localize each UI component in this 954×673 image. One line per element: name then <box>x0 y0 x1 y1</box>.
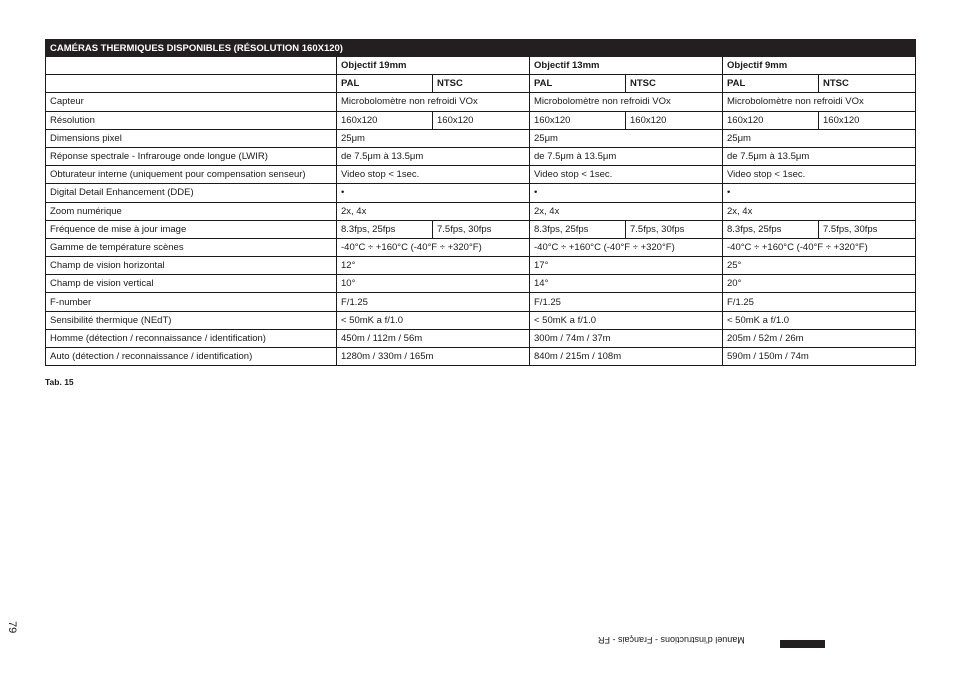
row-label: Obturateur interne (uniquement pour compensation senseur) <box>46 166 337 184</box>
table-cell: -40°C ÷ +160°C (-40°F ÷ +320°F) <box>723 238 916 256</box>
row-label: Réponse spectrale - Infrarouge onde longue (LWIR) <box>46 147 337 165</box>
system-header: PAL <box>723 75 819 93</box>
row-label: Auto (détection / reconnaissance / identification) <box>46 348 337 366</box>
empty-cell <box>46 57 337 75</box>
table-title: CAMÉRAS THERMIQUES DISPONIBLES (RÉSOLUTION 160X120) <box>46 40 916 57</box>
system-header-row <box>46 75 916 93</box>
table-row <box>46 238 916 256</box>
row-label: Capteur <box>46 93 337 111</box>
table-cell: 20° <box>723 275 916 293</box>
empty-cell <box>46 75 337 93</box>
table-cell: 10° <box>337 275 530 293</box>
table-row <box>46 93 916 111</box>
table-cell: Video stop < 1sec. <box>723 166 916 184</box>
table-cell: F/1.25 <box>337 293 530 311</box>
table-cell: 160x120 <box>337 111 433 129</box>
table-row <box>46 129 916 147</box>
table-row <box>46 329 916 347</box>
table-cell: -40°C ÷ +160°C (-40°F ÷ +320°F) <box>530 238 723 256</box>
table-cell: 160x120 <box>723 111 819 129</box>
lens-header: Objectif 13mm <box>530 57 723 75</box>
table-cell: 7.5fps, 30fps <box>626 220 723 238</box>
table-row <box>46 348 916 366</box>
table-row <box>46 220 916 238</box>
table-row <box>46 147 916 165</box>
table-row <box>46 184 916 202</box>
table-cell: 840m / 215m / 108m <box>530 348 723 366</box>
table-cell: F/1.25 <box>530 293 723 311</box>
table-cell: 7.5fps, 30fps <box>433 220 530 238</box>
table-cell: -40°C ÷ +160°C (-40°F ÷ +320°F) <box>337 238 530 256</box>
table-cell: Microbolomètre non refroidi VOx <box>530 93 723 111</box>
table-cell: 2x, 4x <box>723 202 916 220</box>
lens-header-row <box>46 57 916 75</box>
table-cell: 160x120 <box>433 111 530 129</box>
row-label: Fréquence de mise à jour image <box>46 220 337 238</box>
row-label: Résolution <box>46 111 337 129</box>
table-row <box>46 257 916 275</box>
table-cell: < 50mK a f/1.0 <box>723 311 916 329</box>
table-cell: 205m / 52m / 26m <box>723 329 916 347</box>
table-cell: de 7.5μm à 13.5μm <box>530 147 723 165</box>
row-label: Zoom numérique <box>46 202 337 220</box>
table-cell: 25μm <box>723 129 916 147</box>
table-cell: 590m / 150m / 74m <box>723 348 916 366</box>
lens-header: Objectif 9mm <box>723 57 916 75</box>
table-row <box>46 275 916 293</box>
table-cell: F/1.25 <box>723 293 916 311</box>
table-row <box>46 293 916 311</box>
table-cell: 300m / 74m / 37m <box>530 329 723 347</box>
footer-bar <box>780 640 825 648</box>
row-label: F-number <box>46 293 337 311</box>
table-caption: Tab. 15 <box>45 377 74 387</box>
table-cell: 17° <box>530 257 723 275</box>
system-header: PAL <box>337 75 433 93</box>
page-number: 79 <box>6 621 18 634</box>
table-cell: 1280m / 330m / 165m <box>337 348 530 366</box>
table-cell: 160x120 <box>626 111 723 129</box>
lens-header: Objectif 19mm <box>337 57 530 75</box>
table-cell: 14° <box>530 275 723 293</box>
table-cell: < 50mK a f/1.0 <box>530 311 723 329</box>
table-cell: 450m / 112m / 56m <box>337 329 530 347</box>
table-cell: Video stop < 1sec. <box>530 166 723 184</box>
row-label: Dimensions pixel <box>46 129 337 147</box>
system-header: PAL <box>530 75 626 93</box>
table-cell: • <box>530 184 723 202</box>
table-cell: Microbolomètre non refroidi VOx <box>723 93 916 111</box>
row-label: Champ de vision horizontal <box>46 257 337 275</box>
row-label: Champ de vision vertical <box>46 275 337 293</box>
system-header: NTSC <box>626 75 723 93</box>
system-header: NTSC <box>819 75 916 93</box>
table-cell: de 7.5μm à 13.5μm <box>723 147 916 165</box>
table-row <box>46 166 916 184</box>
table-row <box>46 111 916 129</box>
table-cell: 7.5fps, 30fps <box>819 220 916 238</box>
row-label: Digital Detail Enhancement (DDE) <box>46 184 337 202</box>
table-cell: • <box>337 184 530 202</box>
table-cell: • <box>723 184 916 202</box>
spec-table <box>45 39 916 366</box>
table-row <box>46 202 916 220</box>
table-cell: 25μm <box>337 129 530 147</box>
table-cell: 25μm <box>530 129 723 147</box>
table-cell: < 50mK a f/1.0 <box>337 311 530 329</box>
table-cell: 25° <box>723 257 916 275</box>
row-label: Homme (détection / reconnaissance / identification) <box>46 329 337 347</box>
table-cell: 2x, 4x <box>337 202 530 220</box>
table-cell: 8.3fps, 25fps <box>337 220 433 238</box>
table-cell: 2x, 4x <box>530 202 723 220</box>
table-cell: Video stop < 1sec. <box>337 166 530 184</box>
row-label: Gamme de température scènes <box>46 238 337 256</box>
footer-text: Manuel d'instructions - Français - FR <box>598 635 745 645</box>
table-cell: de 7.5μm à 13.5μm <box>337 147 530 165</box>
table-row <box>46 311 916 329</box>
table-cell: 12° <box>337 257 530 275</box>
table-cell: 160x120 <box>819 111 916 129</box>
system-header: NTSC <box>433 75 530 93</box>
table-cell: 8.3fps, 25fps <box>530 220 626 238</box>
table-cell: 8.3fps, 25fps <box>723 220 819 238</box>
row-label: Sensibilité thermique (NEdT) <box>46 311 337 329</box>
table-cell: 160x120 <box>530 111 626 129</box>
table-cell: Microbolomètre non refroidi VOx <box>337 93 530 111</box>
